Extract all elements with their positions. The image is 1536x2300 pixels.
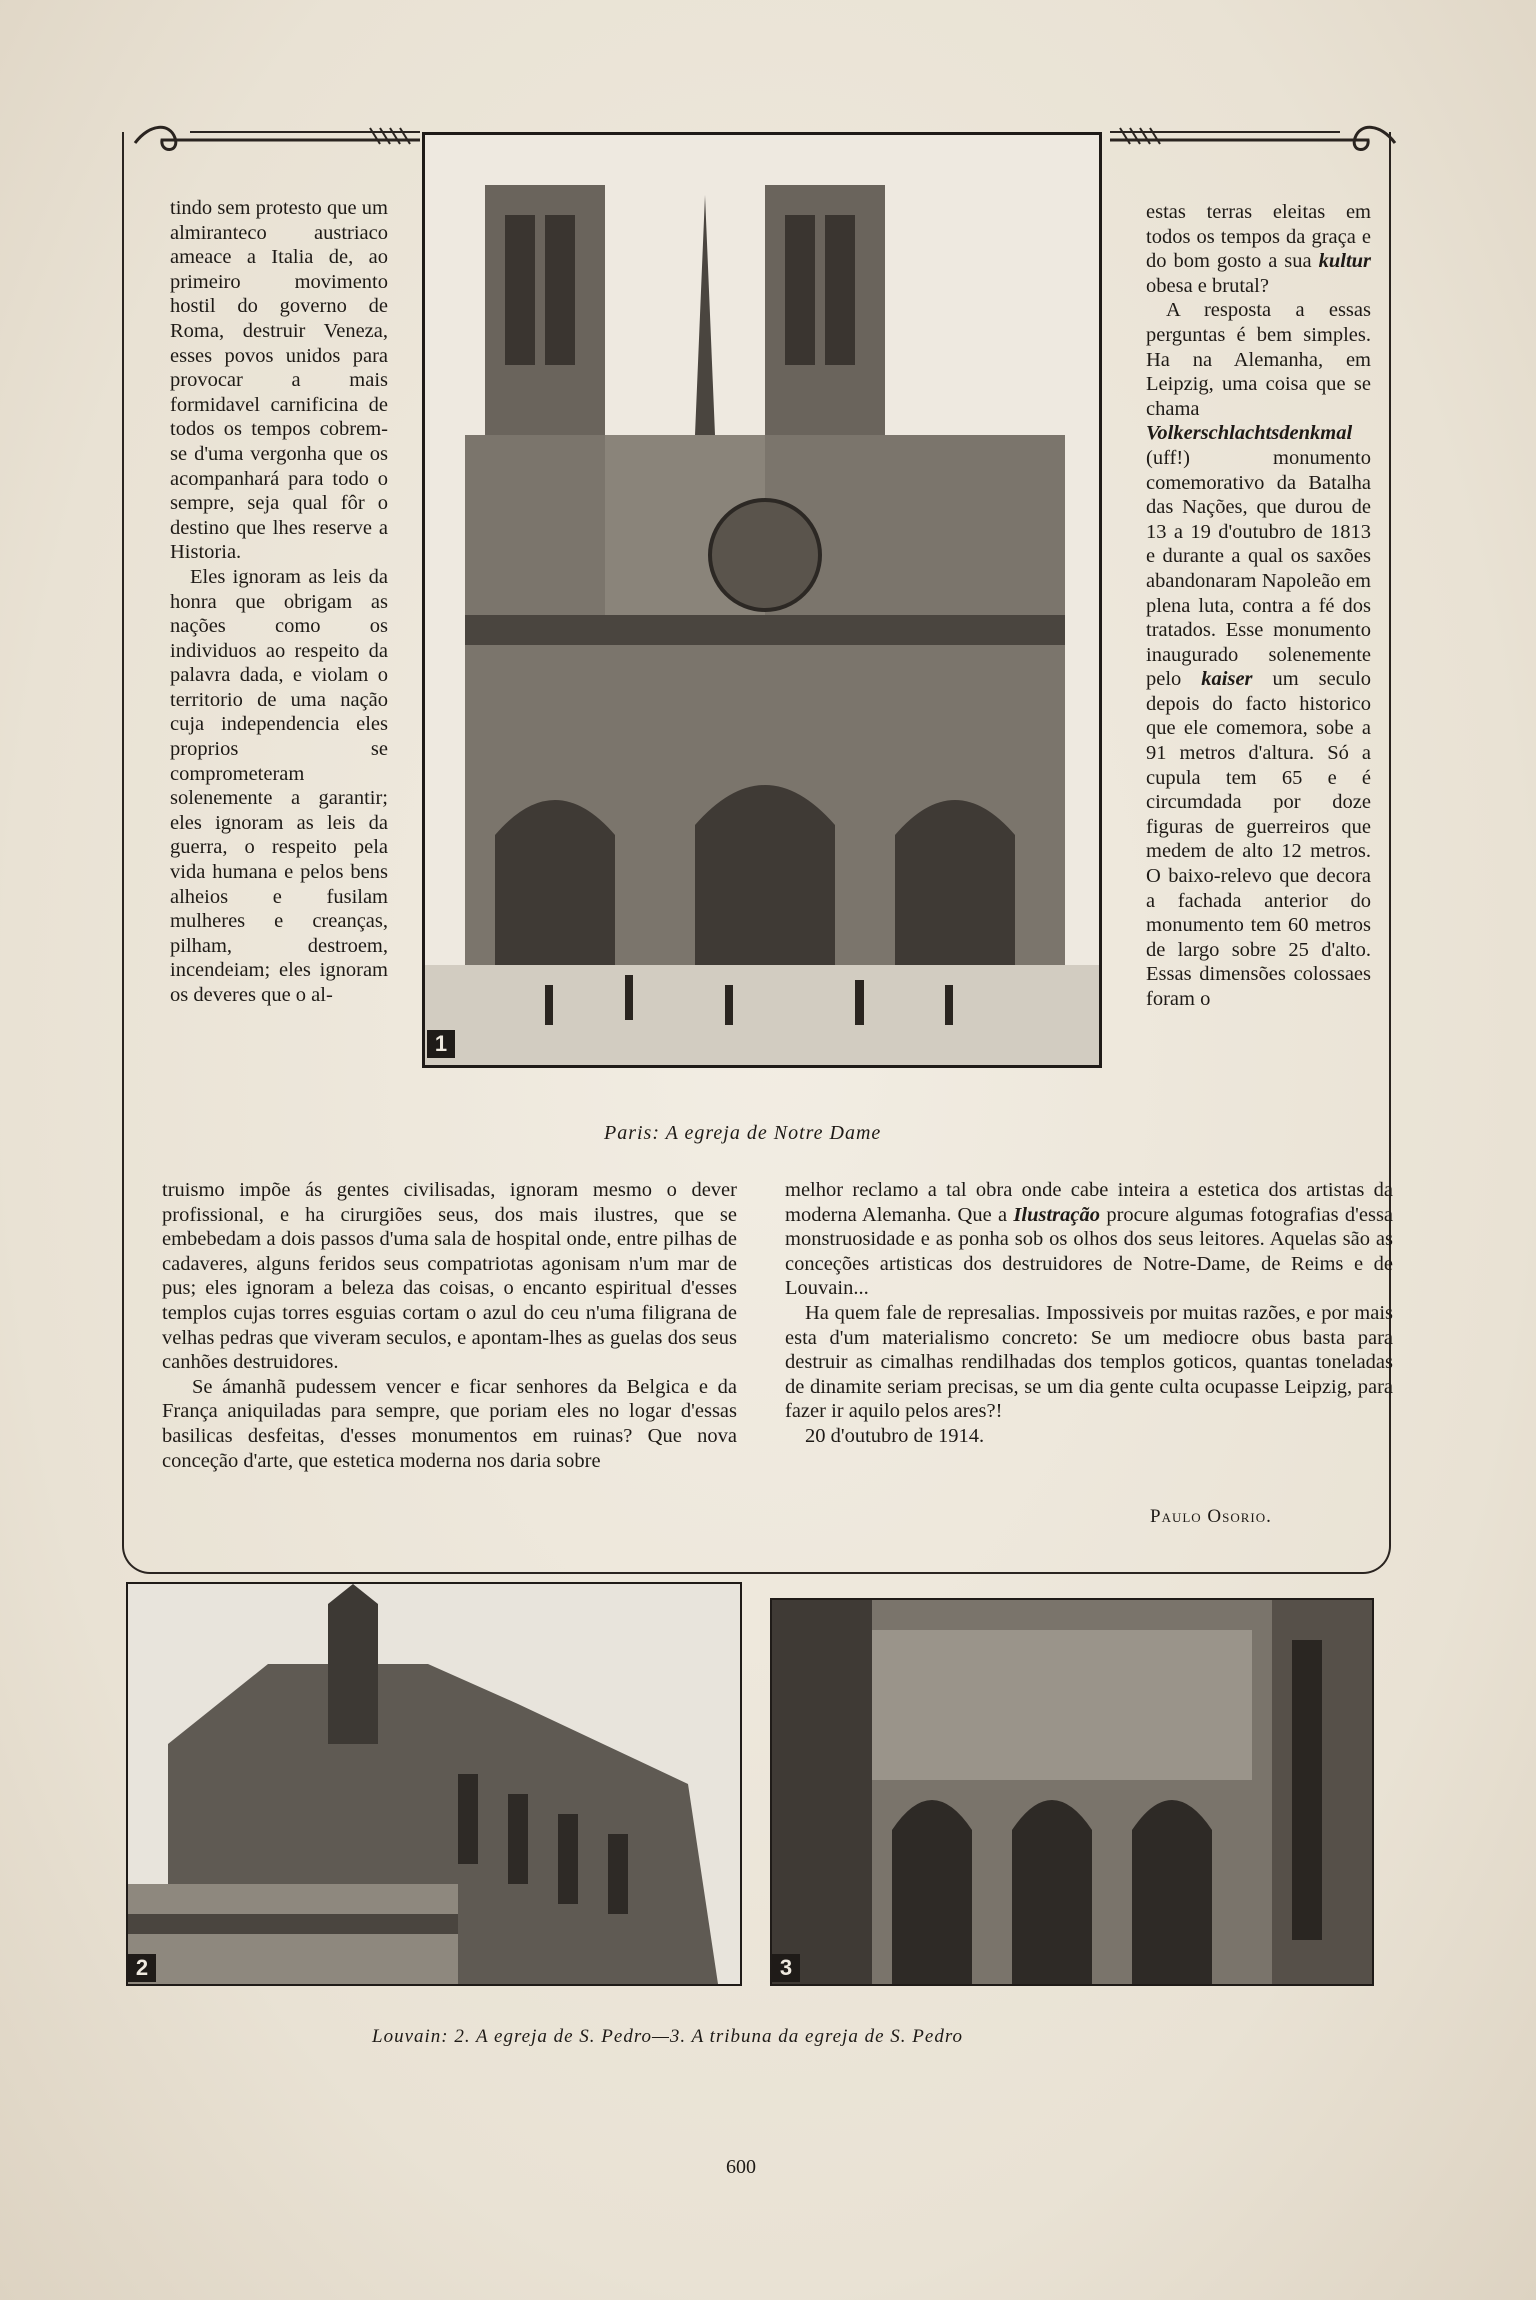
left-scroll-ornament bbox=[130, 118, 430, 158]
louvain-st-pierre-church-photo bbox=[126, 1582, 742, 1986]
figures-2-3-caption: Louvain: 2. A egreja de S. Pedro—3. A tribuna da egreja de S. Pedro bbox=[372, 2026, 964, 2047]
right-paragraph-1: estas terras eleitas em todos os tempos da graça e do bom gosto a sua kultur obesa e brutal? bbox=[1146, 201, 1372, 297]
figure-1-caption: Paris: A egreja de Notre Dame bbox=[604, 1122, 882, 1144]
bottom-right-text bbox=[785, 1178, 1393, 1449]
figure-3-number: 3 bbox=[772, 1954, 800, 1982]
left-column-text bbox=[170, 196, 388, 1008]
kultur-word: kultur bbox=[1318, 250, 1372, 273]
kaiser-word: kaiser bbox=[1201, 668, 1253, 691]
right-paragraph-2: A resposta a essas perguntas é bem simples. Ha na Alemanha, em Leipzig, uma coisa que se chama Volkerschlachtsdenkmal (uff!) monumento comemorativo da Batalha das Nações, que durou de 13 a 19 d'outubro de 1813 e durante a qual os saxões abandonaram Napoleão em plena luta, contra a fé dos tratados. Esse monumento inaugurado solenemente pelo kaiser um seculo depois do facto historico que ele comemora, sobe a 91 metros d'altura. Só a cupula tem 65 e é circumdada por doze figuras de guerreiros que medem de alto 12 metros. O baixo-relevo que decora a fachada anterior do monumento tem 60 metros de largo sobre 25 d'alto. Essas dimensões colossaes foram o bbox=[1146, 299, 1372, 1010]
right-scroll-ornament bbox=[1100, 118, 1400, 158]
page-number: 600 bbox=[726, 2156, 756, 2178]
bottom-left-paragraph-2: Se ámanhã pudessem vencer e ficar senhores da Belgica e da França aniquiladas para sempre, que poriam eles no logar d'essas basilicas desfeitas, d'esses monumentos em ruinas? Que nova conceção d'arte, que estetica moderna nos daria sobre bbox=[162, 1375, 737, 1472]
notre-dame-photo bbox=[422, 132, 1102, 1068]
bottom-left-paragraph-1: truismo impõe ás gentes civilisadas, ignoram mesmo o dever profissional, e ha cirurgiões seus, dos mais ilustres, que se embebedam a dois passos d'uma sala de hospital onde, entre pilhas de cadaveres, alguns feridos seus compatriotas agonisam n'um mar de pus; eles ignoram a beleza das coisas, o encanto espiritual d'esses templos cujas torres esguias cortam o azul do ceu n'uma filigrana de velhas pedras que viveram seculos, e apontam-lhes as guelas dos seus canhões destruidores. bbox=[162, 1179, 737, 1374]
bottom-right-paragraph-1: melhor reclamo a tal obra onde cabe inteira a estetica dos artistas da moderna Alemanha. Que a Ilustração procure algumas fotografias d'essa monstruosidade e as ponha sob os olhos dos seus leitores. Aquelas são as conceções artisticas dos destruidores de Notre-Dame, de Reims e de Louvain... bbox=[785, 1179, 1394, 1300]
bottom-left-text bbox=[162, 1178, 737, 1473]
ilustracao-word: Ilustração bbox=[1013, 1203, 1100, 1226]
left-paragraph-1: tindo sem protesto que um almiranteco austriaco ameace a Italia de, ao primeiro movimento hostil do governo de Roma, destruir Veneza, esses povos unidos para provocar a mais formidavel carnificina de todos os tempos cobrem-se d'uma vergonha que os acompanhará para todo o sempre, seja qual fôr o destino que lhes reserve a Historia. bbox=[170, 197, 388, 564]
right-column-text bbox=[1146, 200, 1371, 1012]
volkerschlachtsdenkmal-word: Volkerschlachtsdenkmal bbox=[1146, 422, 1353, 445]
figure-2-number: 2 bbox=[128, 1954, 156, 1982]
article-date: 20 d'outubro de 1914. bbox=[805, 1424, 985, 1447]
left-paragraph-2: Eles ignoram as leis da honra que obrigam as nações como os individuos ao respeito da palavra dada, e violam o territorio de uma nação cuja independencia eles proprios se comprometeram solenemente a garantir; eles ignoram as leis da guerra, o respeito pela vida humana e pelos bens alheios e fusilam mulheres e creanças, pilham, destroem, incendeiam; eles ignoram os deveres que o al- bbox=[170, 565, 388, 1006]
figure-1-number: 1 bbox=[427, 1030, 455, 1058]
author-signature: Paulo Osorio. bbox=[1150, 1506, 1272, 1527]
louvain-st-pierre-tribune-photo bbox=[770, 1598, 1374, 1986]
bottom-right-paragraph-2: Ha quem fale de represalias. Impossiveis por muitas razões, e por mais esta d'um materialismo concreto: Se um mediocre obus basta para destruir as cimalhas rendilhadas dos templos goticos, quantas toneladas de dinamite seriam precisas, se um dia gente culta ocupasse Leipzig, para fazer ir aquilo pelos ares?! bbox=[785, 1301, 1393, 1423]
